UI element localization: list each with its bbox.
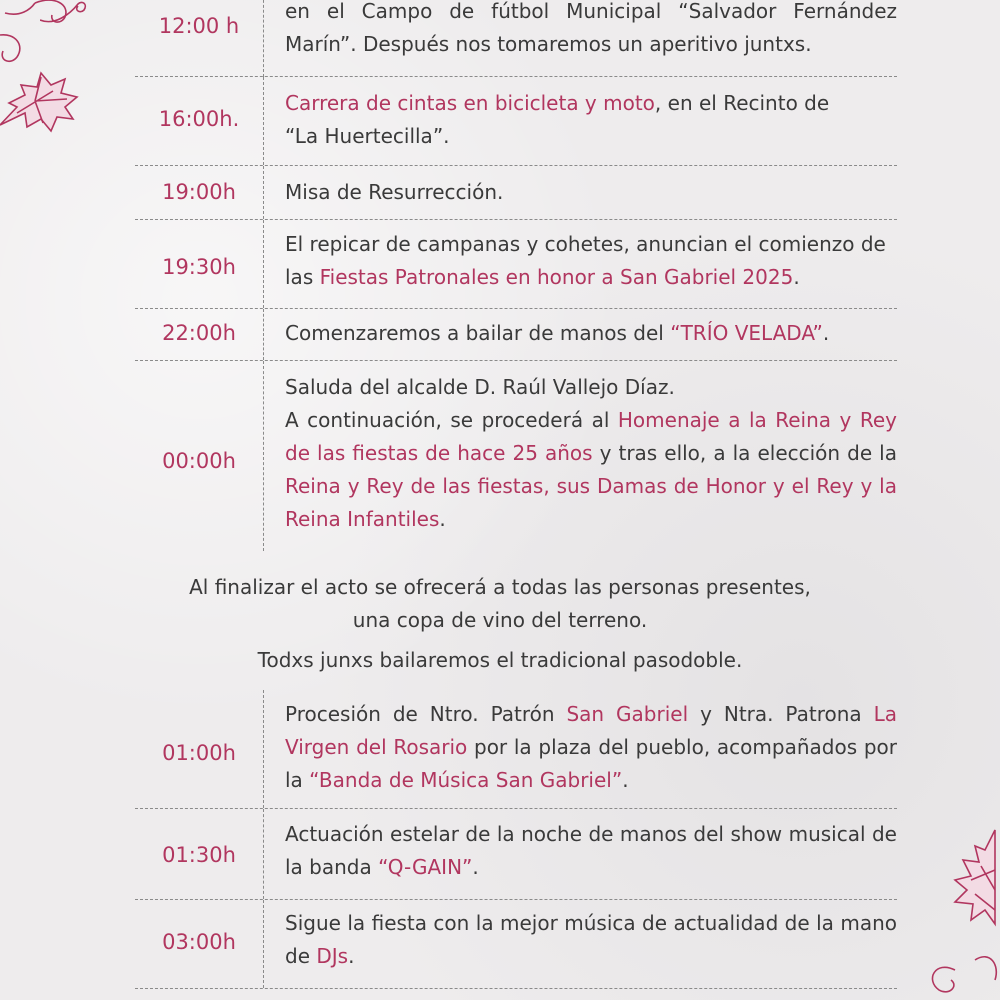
description-text: . [439,507,446,531]
schedule-row [135,309,897,360]
note-text: Al finalizar el acto se ofrecerá a todas las personas presentes, [189,575,811,599]
highlight-text: DJs [316,944,349,968]
note-text: Todxs junxs bailaremos el tradicional pasodoble. [257,648,743,672]
schedule-row [135,900,897,988]
description-text: . [348,944,355,968]
highlight-text: Fiestas Patronales en honor a San Gabriel 2025 [319,265,794,289]
vertical-divider [263,809,264,899]
event-description [285,176,897,209]
highlight-text: “TRÍO VELADA” [670,321,823,345]
schedule-row [135,166,897,219]
event-description [285,818,897,884]
description-text: El repicar de campanas y cohetes, anuncian el comienzo de las [285,232,886,289]
highlight-text: Homenaje a la Reina y Rey de las fiestas de hace 25 años [285,408,897,465]
schedule-row [135,809,897,899]
description-text: Saluda del alcalde D. Raúl Vallejo Díaz. [285,375,675,399]
highlight-text: Reina y Rey de las fiestas, sus Damas de Honor y el Rey y la Reina Infantiles [285,474,897,531]
time-label: 16:00h. [158,107,240,131]
description-text: . [472,855,479,879]
schedule-row [135,361,897,551]
schedule-row [135,0,897,77]
description-text: por la plaza del pueblo, acompañados por la [285,735,898,792]
vertical-divider [263,220,264,308]
description-text: Sigue la fiesta con la mejor música de actualidad de la mano de [285,911,897,968]
vertical-divider [263,309,264,360]
description-text: en el Campo de fútbol Municipal “Salvador Fernández Marín”. Después nos tomaremos un aperitivo juntxs. [285,0,897,56]
highlight-text: San Gabriel [566,702,689,726]
time-label: 19:30h [162,255,236,279]
note-text: una copa de vino del terreno. [352,608,648,632]
event-description [285,698,897,797]
event-description [285,371,897,536]
vine-swirl-icon [40,0,90,30]
vertical-divider [263,690,264,808]
highlight-text: “Q-GAIN” [378,855,473,879]
event-description [285,228,897,294]
time-label: 19:00h [162,180,236,204]
row-divider [135,988,897,989]
description-text: . [622,768,629,792]
time-label: 01:00h [162,741,236,765]
description-text: , en el Recinto de “La Huertecilla”. [285,91,830,148]
description-text: Misa de Resurrección. [285,180,504,204]
schedule-row [135,690,897,808]
description-text: A continuación, se procederá al [285,408,618,432]
vertical-divider [263,0,264,77]
time-label: 03:00h [162,930,236,954]
time-label: 00:00h [162,449,236,473]
time-label: 22:00h [162,321,236,345]
time-label: 01:30h [162,843,236,867]
vertical-divider [263,900,264,988]
schedule-row [135,220,897,308]
vertical-divider [263,361,264,551]
description-text: y Ntra. Patrona [688,702,874,726]
description-text: Actuación estelar de la noche de manos del show musical de la banda [285,822,897,879]
schedule-row [135,77,897,165]
description-text: Comenzaremos a bailar de manos del [285,321,671,345]
grape-leaf-icon [915,820,1000,1000]
event-description [285,87,845,153]
highlight-text: “Banda de Música San Gabriel” [309,768,623,792]
event-description [285,907,897,973]
description-text: . [793,265,800,289]
vertical-divider [263,77,264,165]
description-text: Procesión de Ntro. Patrón [285,702,567,726]
time-label: 12:00 h [158,14,240,38]
vertical-divider [263,166,264,219]
description-text: y tras ello, a la elección de la [592,441,897,465]
description-text: . [822,321,830,345]
highlight-text: Carrera de cintas en bicicleta y moto [285,91,655,115]
highlight-text: La Virgen del Rosario [285,702,897,759]
event-description [285,317,897,350]
event-description [285,0,897,61]
